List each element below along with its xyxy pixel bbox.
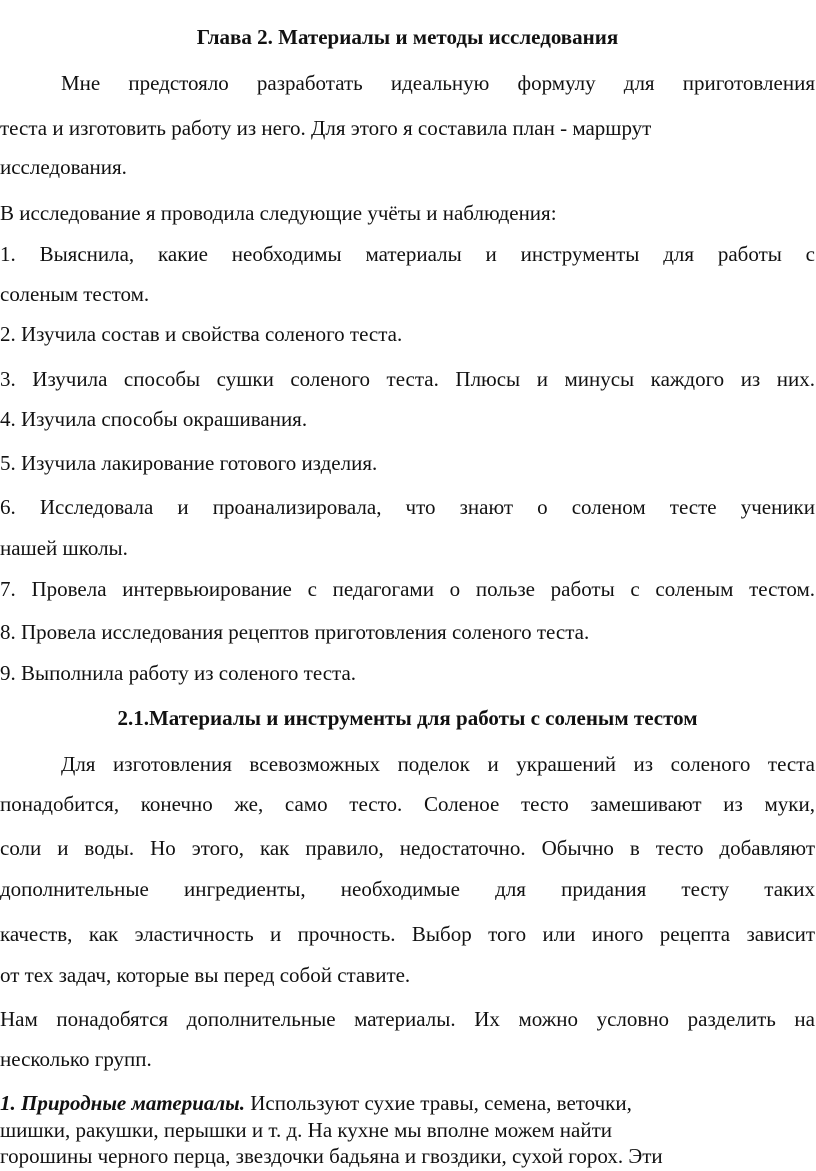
list-line-1-cont: соленым тестом. [0, 282, 150, 306]
list-line-8: 8. Провела исследования рецептов приготовления соленого теста. [0, 620, 590, 644]
section-line-4: дополнительные ингредиенты, необходимые для придания тесту таких [0, 877, 815, 901]
list-line-5: 5. Изучила лакирование готового изделия. [0, 451, 378, 475]
natural-line-1 [0, 1090, 815, 1116]
groups-line-2: несколько групп. [0, 1047, 152, 1071]
list-line-6: 6. Исследовала и проанализировала, что знают о соленом тесте ученики [0, 495, 815, 519]
natural-line-3: горошины черного перца, звездочки бадьяна и гвоздики, сухой горох. Эти [0, 1144, 663, 1168]
groups-line-1: Нам понадобятся дополнительные материалы. Их можно условно разделить на [0, 1007, 815, 1031]
intro-line-2: теста и изготовить работу из него. Для этого я составила план - маршрут [0, 116, 652, 140]
section-line-2: понадобится, конечно же, само тесто. Соленое тесто замешивают из муки, [0, 792, 815, 816]
section-line-6: от тех задач, которые вы перед собой ставите. [0, 963, 411, 987]
list-line-9: 9. Выполнила работу из соленого теста. [0, 661, 357, 685]
list-line-2: 2. Изучила состав и свойства соленого теста. [0, 322, 403, 346]
natural-materials-title: 1. Природные материалы. [0, 1091, 245, 1115]
list-line-1: 1. Выяснила, какие необходимы материалы и инструменты для работы с [0, 242, 815, 266]
list-line-7: 7. Провела интервьюирование с педагогами о пользе работы с соленым тестом. [0, 577, 815, 601]
section-line-1: Для изготовления всевозможных поделок и украшений из соленого теста [61, 752, 815, 776]
list-line-4: 4. Изучила способы окрашивания. [0, 407, 308, 431]
section-line-5: качеств, как эластичность и прочность. Выбор того или иного рецепта зависит [0, 922, 815, 946]
chapter-title: Глава 2. Материалы и методы исследования [196, 25, 619, 49]
intro-line-1: Мне предстояло разработать идеальную формулу для приготовления [61, 71, 815, 95]
list-line-6-cont: нашей школы. [0, 536, 128, 560]
list-intro: В исследование я проводила следующие учёты и наблюдения: [0, 201, 557, 225]
intro-line-3: исследования. [0, 155, 127, 179]
natural-line-2: шишки, ракушки, перышки и т. д. На кухне мы вполне можем найти [0, 1118, 612, 1142]
natural-line-1-text: Используют сухие травы, семена, веточки, [245, 1091, 632, 1115]
section-line-3: соли и воды. Но этого, как правило, недостаточно. Обычно в тесто добавляют [0, 836, 815, 860]
section-title: 2.1.Материалы и инструменты для работы с соленым тестом [117, 706, 698, 730]
list-line-3: 3. Изучила способы сушки соленого теста. Плюсы и минусы каждого из них. [0, 367, 815, 391]
